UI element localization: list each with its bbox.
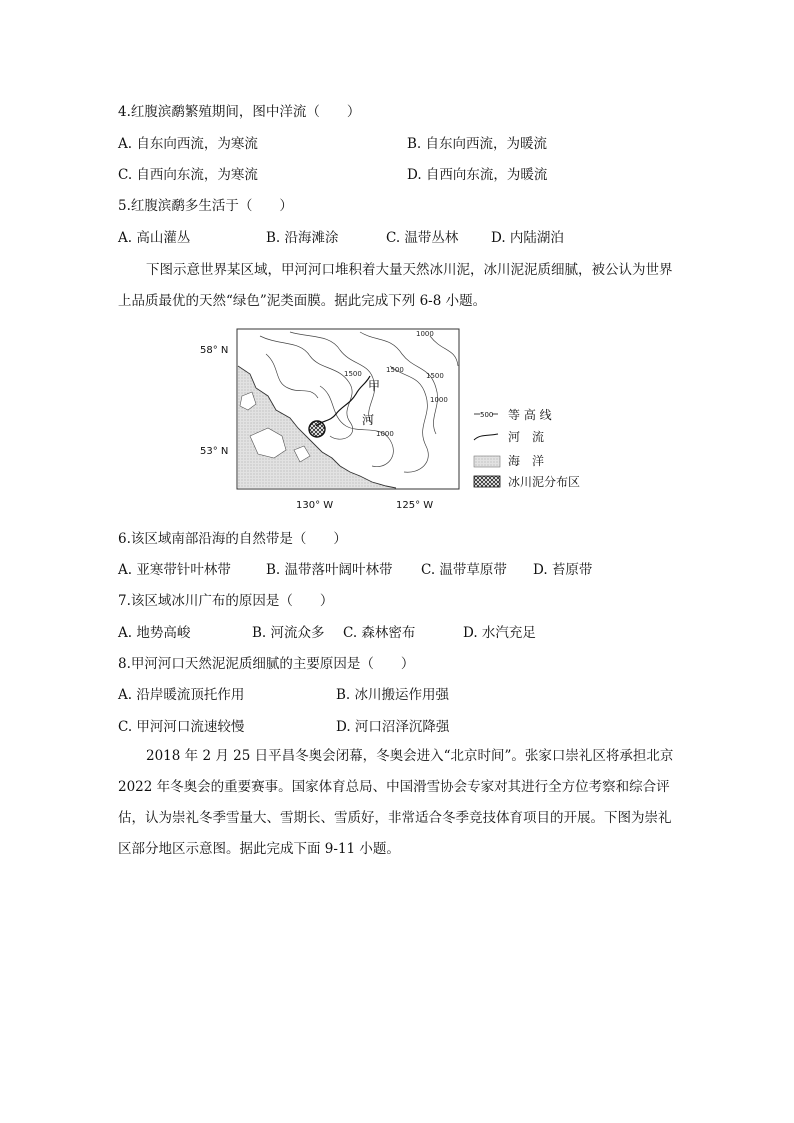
q7-stem: 7.该区域冰川广布的原因是（ ） bbox=[118, 593, 334, 609]
q8-option-d: D. 河口沼泽沉降强 bbox=[336, 719, 450, 735]
q4-stem: 4.红腹滨鹬繁殖期间，图中洋流（ ） bbox=[118, 104, 361, 120]
intro-paragraph-2-text: 2018 年 2 月 25 日平昌冬奥会闭幕，冬奥会进入“北京时间”。张家口崇礼区将承担北京 2022 年冬奥会的重要赛事。国家体育总局、中国滑雪协会专家对其进行全方位考察和综合评估，认为崇礼冬季雪量大、雪期长、雪质好，非常适合冬季竞技体育项目的开展。下图为崇礼区部分地区示意图。据此完成下面 9-11 小题。 bbox=[118, 748, 674, 857]
q7-option-a: A. 地势高峻 bbox=[118, 625, 191, 641]
intro-paragraph-1-text: 下图示意世界某区域，甲河河口堆积着大量天然冰川泥，冰川泥泥质细腻，被公认为世界上品质最优的天然“绿色”泥类面膜。据此完成下列 6-8 小题。 bbox=[118, 262, 673, 309]
intro-paragraph-1 bbox=[118, 255, 678, 317]
contour-label: 1000 bbox=[430, 396, 448, 404]
q8-option-a: A. 沿岸暖流顶托作用 bbox=[118, 687, 245, 703]
lat-label-53n: 53° N bbox=[200, 446, 229, 457]
legend-contour-label: 等 高 线 bbox=[508, 408, 552, 422]
q7-option-c: C. 森林密布 bbox=[343, 625, 416, 641]
contour-label: 1500 bbox=[386, 366, 404, 374]
q5-option-b: B. 沿海滩涂 bbox=[266, 230, 339, 246]
place-label-jia: 甲 bbox=[368, 379, 381, 393]
contour-label: 1000 bbox=[416, 330, 434, 338]
q4-option-a: A. 自东向西流，为寒流 bbox=[118, 136, 258, 152]
q6-option-d: D. 苔原带 bbox=[533, 562, 593, 578]
q5-option-d: D. 内陆湖泊 bbox=[491, 230, 564, 246]
q4-option-c: C. 自西向东流，为寒流 bbox=[118, 167, 258, 183]
legend-glacier-mud-label: 冰川泥分布区 bbox=[508, 475, 581, 489]
contour-label: 1500 bbox=[426, 372, 444, 380]
q7-option-b: B. 河流众多 bbox=[252, 625, 325, 641]
q6-option-a: A. 亚寒带针叶林带 bbox=[118, 562, 231, 578]
q6-option-c: C. 温带草原带 bbox=[421, 562, 507, 578]
q8-option-b: B. 冰川搬运作用强 bbox=[336, 687, 450, 703]
legend-river-symbol bbox=[474, 434, 498, 440]
place-label-he: 河 bbox=[362, 413, 375, 427]
region-map bbox=[190, 326, 610, 516]
q4-option-b: B. 自东向西流，为暖流 bbox=[407, 136, 548, 152]
lat-label-58n: 58° N bbox=[200, 345, 229, 356]
contour-label: 1500 bbox=[344, 370, 362, 378]
q8-stem: 8.甲河河口天然泥泥质细腻的主要原因是（ ） bbox=[118, 656, 415, 672]
lon-label-125w: 125° W bbox=[396, 500, 434, 511]
map-legend bbox=[474, 407, 580, 489]
intro-paragraph-2 bbox=[118, 741, 678, 865]
legend-ocean-symbol bbox=[474, 456, 500, 467]
legend-ocean-label: 海 洋 bbox=[508, 454, 545, 468]
contour-label: 1000 bbox=[376, 430, 394, 438]
glacier-mud-area bbox=[309, 421, 325, 437]
q5-stem: 5.红腹滨鹬多生活于（ ） bbox=[118, 198, 293, 214]
legend-river-label: 河 流 bbox=[508, 430, 545, 444]
q6-stem: 6.该区域南部沿海的自然带是（ ） bbox=[118, 531, 347, 547]
q5-option-a: A. 高山灌丛 bbox=[118, 230, 191, 246]
q8-option-c: C. 甲河河口流速较慢 bbox=[118, 719, 245, 735]
q6-option-b: B. 温带落叶阔叶林带 bbox=[266, 562, 393, 578]
legend-contour-value: 500 bbox=[480, 411, 494, 419]
legend-glacier-mud-symbol bbox=[474, 476, 500, 487]
q4-option-d: D. 自西向东流，为暖流 bbox=[407, 167, 548, 183]
q7-option-d: D. 水汽充足 bbox=[463, 625, 536, 641]
lon-label-130w: 130° W bbox=[296, 500, 334, 511]
q5-option-c: C. 温带丛林 bbox=[386, 230, 459, 246]
